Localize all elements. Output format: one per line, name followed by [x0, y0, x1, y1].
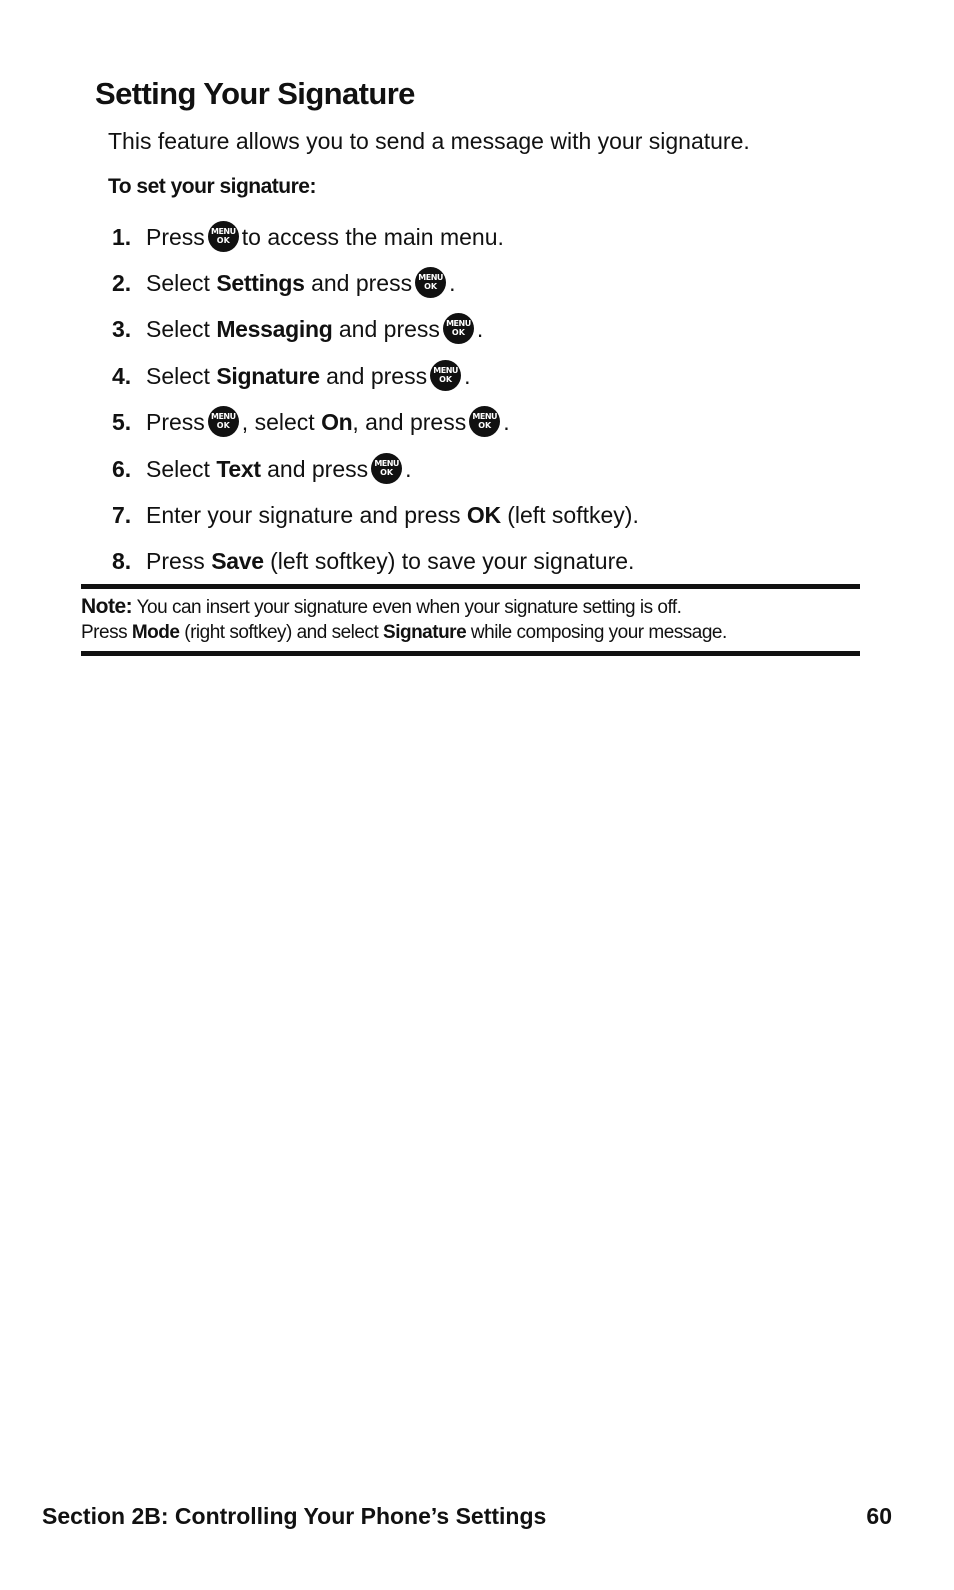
step-5	[112, 400, 872, 446]
step-text: Select	[146, 455, 210, 482]
softkey-save: Save	[211, 548, 264, 575]
step-text: Press	[146, 548, 205, 575]
menu-option-messaging: Messaging	[216, 316, 333, 343]
step-text: .	[405, 455, 412, 482]
step-2	[112, 260, 872, 306]
step-8	[112, 539, 872, 585]
step-text: and press	[311, 270, 413, 297]
menu-option-signature: Signature	[383, 622, 467, 643]
menu-option-text: Text	[216, 455, 261, 482]
step-number: 8.	[112, 548, 132, 575]
step-text: Press	[146, 409, 205, 436]
step-text: to access the main menu.	[241, 223, 504, 250]
step-4	[112, 353, 872, 399]
step-text: , and press	[352, 409, 467, 436]
softkey-ok: OK	[466, 502, 501, 529]
menu-option-signature: Signature	[216, 362, 320, 389]
step-number: 1.	[112, 223, 132, 250]
footer-section-title: Section 2B: Controlling Your Phone’s Settings	[42, 1503, 547, 1529]
step-text: Select	[146, 362, 210, 389]
menu-ok-key-icon: MENU OK	[469, 406, 500, 437]
step-text: Select	[146, 316, 210, 343]
step-1	[112, 214, 872, 260]
menu-ok-key-icon: MENU OK	[443, 313, 474, 344]
steps-list	[112, 214, 872, 585]
note-text: You can insert your signature even when your signature setting is off.	[136, 597, 682, 618]
intro-paragraph: This feature allows you to send a message with your signature.	[108, 128, 750, 154]
step-number: 7.	[112, 502, 132, 529]
note-text: (right softkey) and select	[184, 622, 379, 643]
step-6	[112, 446, 872, 492]
note-line-2	[81, 620, 727, 645]
menu-ok-key-icon: MENU OK	[208, 406, 239, 437]
step-number: 4.	[112, 362, 132, 389]
note-text: Press	[81, 622, 128, 643]
step-text: .	[464, 362, 471, 389]
step-text: .	[449, 270, 456, 297]
note-label: Note:	[81, 595, 133, 618]
step-text: and press	[338, 316, 440, 343]
step-text: .	[503, 409, 510, 436]
note-text: while composing your message.	[470, 622, 727, 643]
step-number: 2.	[112, 270, 132, 297]
step-3	[112, 307, 872, 353]
procedure-heading: To set your signature:	[108, 175, 316, 198]
step-7	[112, 492, 872, 538]
step-text: Enter your signature and press	[146, 502, 461, 529]
menu-option-on: On	[321, 409, 353, 436]
menu-ok-key-icon: MENU OK	[371, 453, 402, 484]
softkey-mode: Mode	[131, 622, 180, 643]
step-number: 6.	[112, 455, 132, 482]
menu-ok-key-icon: MENU OK	[415, 267, 446, 298]
menu-option-settings: Settings	[216, 270, 305, 297]
step-text: (left softkey).	[507, 502, 639, 529]
menu-ok-key-icon: MENU OK	[208, 221, 239, 252]
step-text: .	[476, 316, 484, 343]
note-box	[81, 584, 860, 656]
page-number: 60	[866, 1503, 892, 1529]
step-text: Select	[146, 270, 210, 297]
step-text: and press	[267, 455, 369, 482]
step-text: and press	[326, 362, 428, 389]
step-text: (left softkey) to save your signature.	[270, 548, 635, 575]
menu-ok-key-icon: MENU OK	[430, 360, 461, 391]
step-number: 3.	[112, 316, 132, 343]
note-line-1	[81, 594, 681, 620]
page-title: Setting Your Signature	[95, 76, 415, 111]
step-text: , select	[241, 409, 315, 436]
step-text: Press	[146, 223, 205, 250]
step-number: 5.	[112, 409, 132, 436]
